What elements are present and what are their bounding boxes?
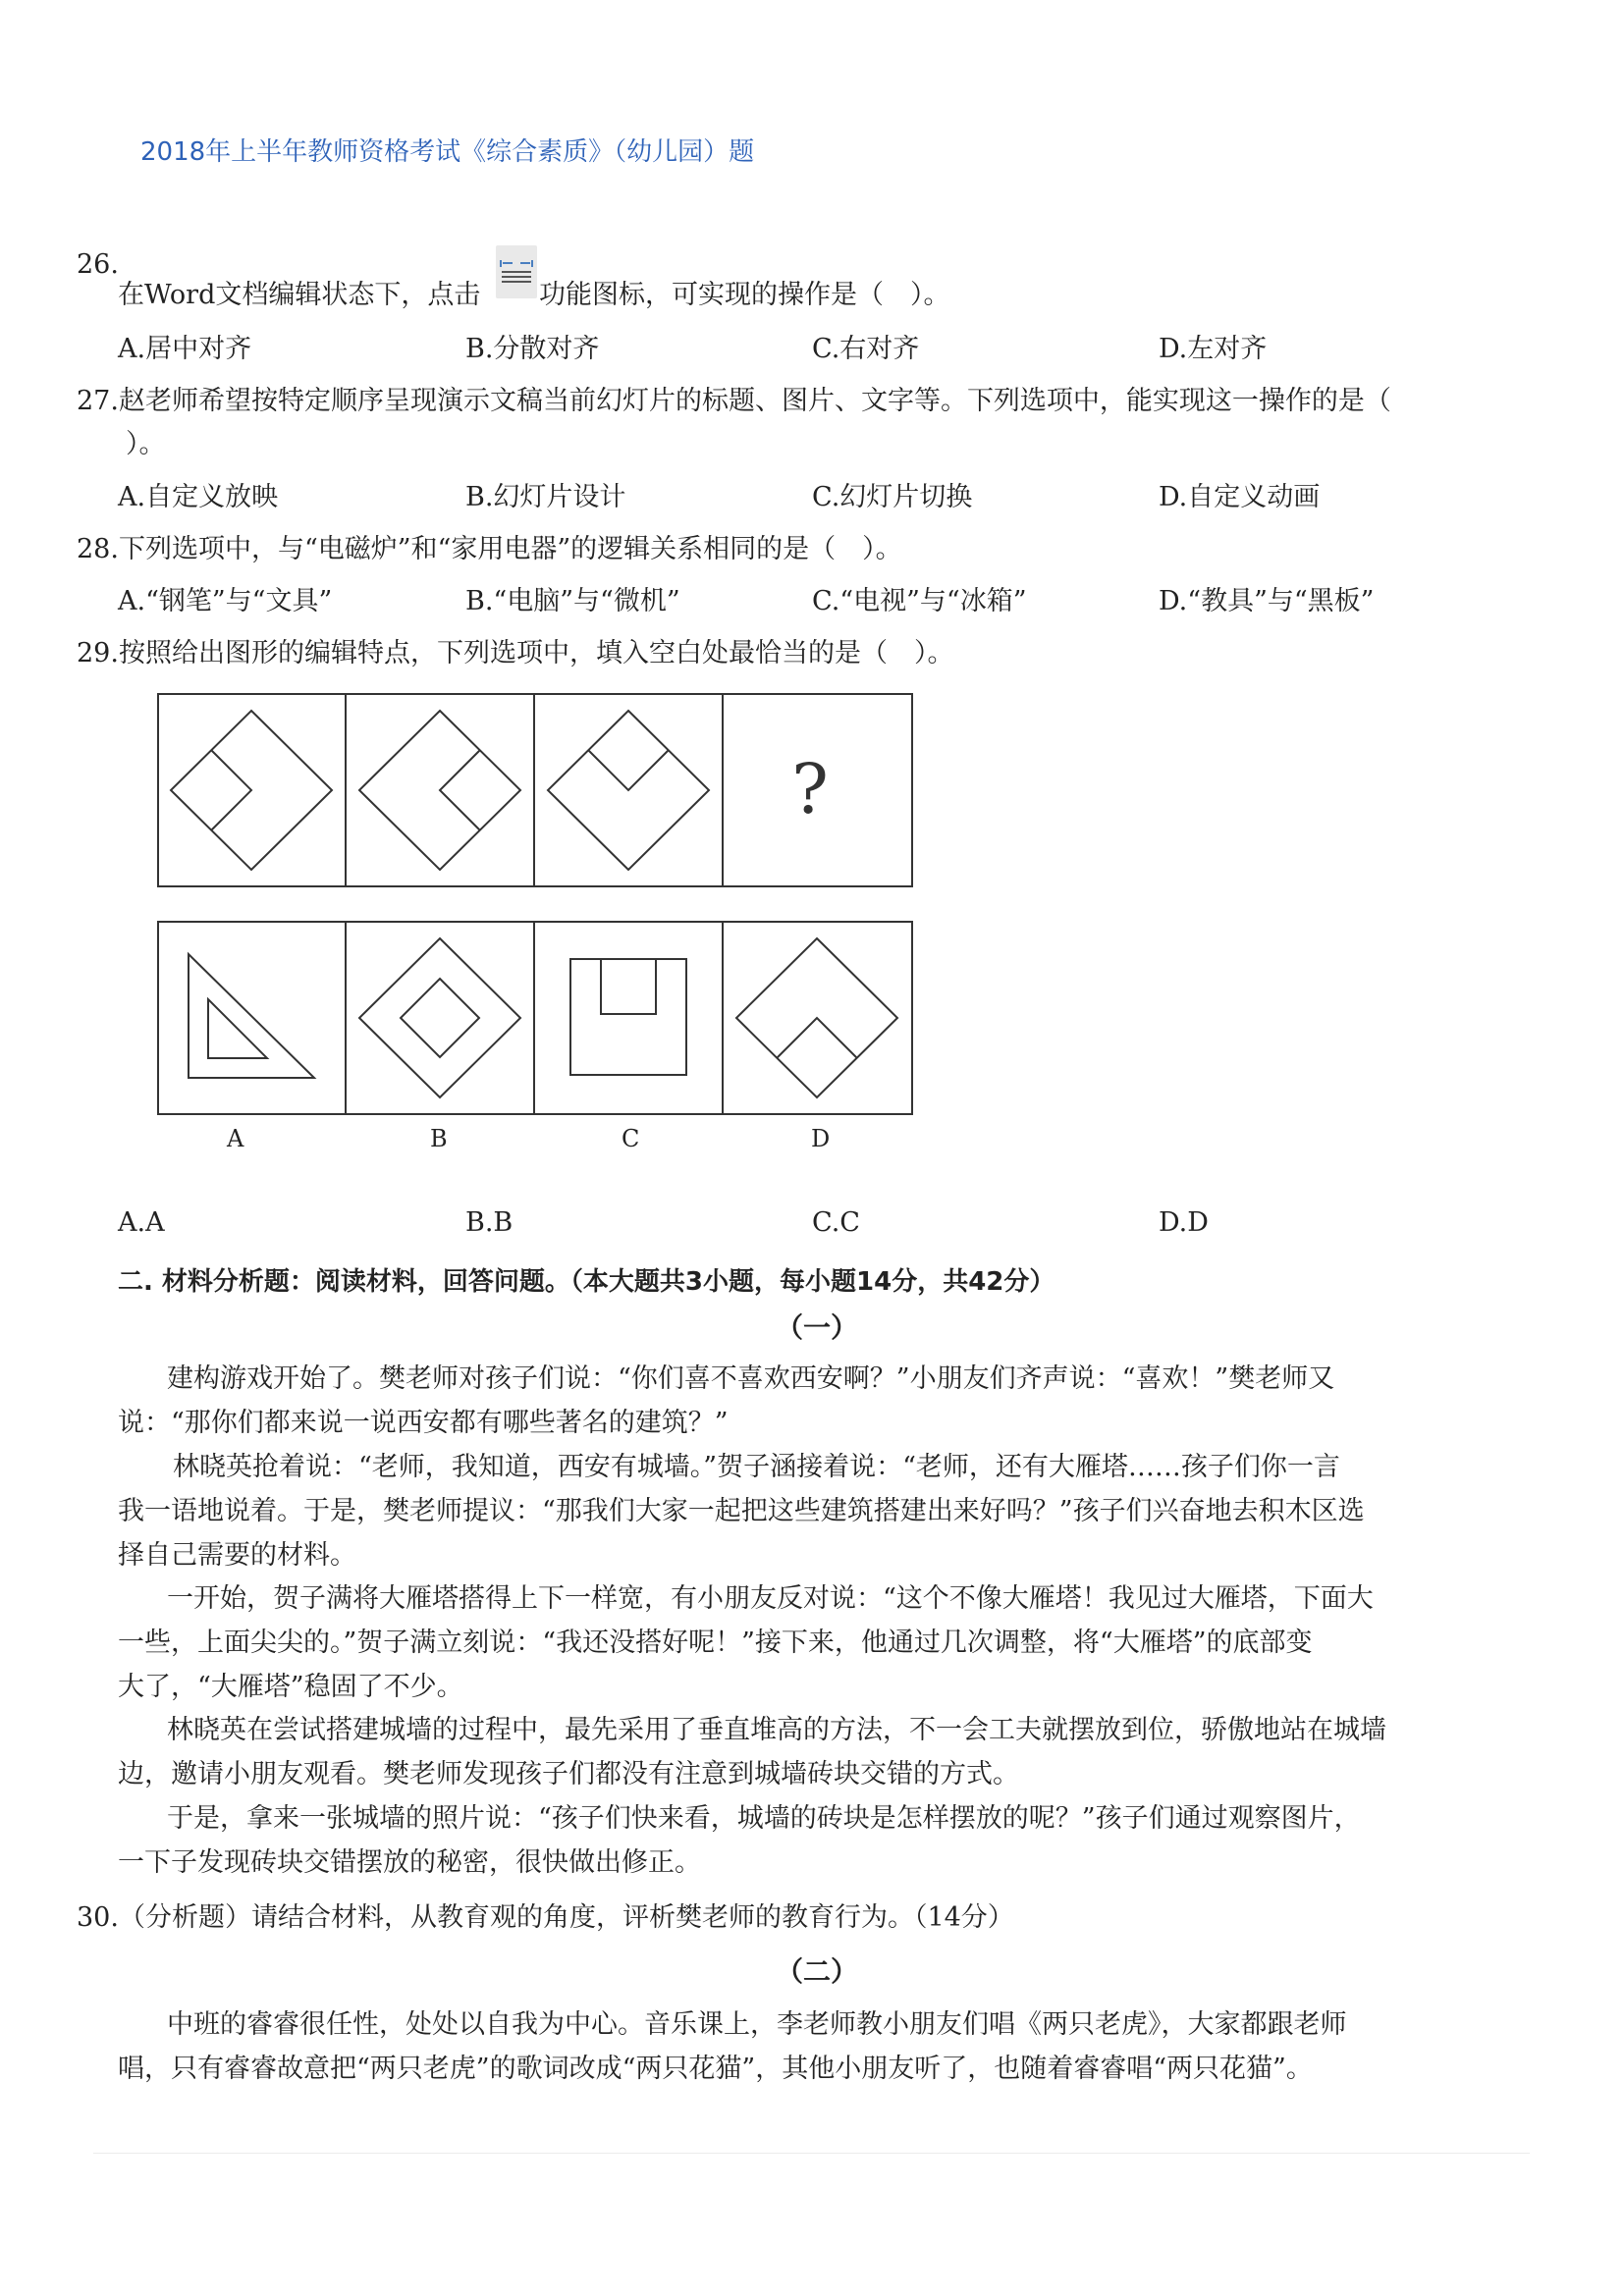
paragraph-line: 于是，拿来一张城墙的照片说：“孩子们快来看，城墙的砖块是怎样摆放的呢？”孩子们通过观察图片， [167,1803,1361,1834]
q29-option-a: A.A [118,1207,165,1238]
q30-text: 30.（分析题）请结合材料，从教育观的角度，评析樊老师的教育行为。（14分） [77,1902,1014,1933]
q28-option-a: A.“钢笔”与“文具” [118,586,333,616]
q28-option-b: B.“电脑”与“微机” [465,586,680,616]
q28-option-c: C.“电视”与“冰箱” [812,586,1027,616]
material-paragraph-4 [118,1708,1386,1796]
q29-pattern-figure [157,693,915,889]
q27-option-c: C.幻灯片切换 [812,482,973,512]
page-divider [93,2153,1530,2154]
figure-option-c [570,959,686,1075]
page-title: 2018年上半年教师资格考试《综合素质》（幼儿园）题 [140,137,755,167]
q29-option-b: B.B [465,1207,514,1238]
question-mark: ? [791,749,829,829]
q29-option-c: C.C [812,1207,860,1238]
paragraph-line: 中班的睿睿很任性，处处以自我为中心。音乐课上，李老师教小朋友们唱《两只老虎》，大家都跟老师 [167,2009,1347,2040]
part-one-label: （一） [776,1311,859,1344]
q27-option-a: A.自定义放映 [118,482,279,512]
q27-text-line1: 27.赵老师希望按特定顺序呈现演示文稿当前幻灯片的标题、图片、文字等。下列选项中，能实现这一操作的是（ [77,386,1391,416]
q27-text-line2: ）。 [126,429,166,459]
q26-option-a: A.居中对齐 [118,334,252,364]
paragraph-line: 一下子发现砖块交错摆放的秘密，很快做出修正。 [118,1847,701,1878]
part-two-label: （二） [776,1955,859,1988]
material-paragraph-3 [118,1576,1374,1709]
figure-label-d: D [811,1125,831,1152]
pattern-cell-3 [548,711,709,870]
q26-option-c: C.右对齐 [812,334,920,364]
distributed-align-icon [496,245,537,298]
paragraph-line: 林晓英在尝试搭建城墙的过程中，最先采用了垂直堆高的方法，不一会工夫就摆放到位，骄傲地站在城墙 [167,1715,1386,1745]
q27-option-d: D.自定义动画 [1159,482,1321,512]
figure-option-d [736,938,897,1097]
q26-number: 26. [77,249,119,280]
q26-text-after: 功能图标，可实现的操作是（ ）。 [539,280,950,310]
paragraph-line: 边，邀请小朋友观看。樊老师发现孩子们都没有注意到城墙砖块交错的方式。 [118,1759,1019,1789]
q28-option-d: D.“教具”与“黑板” [1159,586,1375,616]
material-paragraph-5 [118,1796,1361,1885]
paragraph-line: 林晓英抢着说：“老师，我知道，西安有城墙。”贺子涵接着说：“老师，还有大雁塔……孩子们你一言 [173,1452,1340,1482]
section-heading: 二. 材料分析题：阅读材料，回答问题。（本大题共3小题，每小题14分，共42分） [118,1267,1055,1297]
q26-option-d: D.左对齐 [1159,334,1268,364]
material-paragraph-6 [118,2002,1347,2091]
pattern-cell-1 [171,711,332,870]
paragraph-line: 我一语地说着。于是，樊老师提议：“那我们大家一起把这些建筑搭建出来好吗？”孩子们兴奋地去积木区选 [118,1496,1365,1526]
figure-option-a [189,954,314,1078]
q26-text-before: 在Word文档编辑状态下，点击 [118,280,481,310]
q26-option-b: B.分散对齐 [465,334,600,364]
paragraph-line: 大了，“大雁塔”稳固了不少。 [118,1672,463,1702]
paragraph-line: 一开始，贺子满将大雁塔搭得上下一样宽，有小朋友反对说：“这个不像大雁塔！我见过大雁塔，下面大 [167,1583,1374,1614]
q28-text: 28.下列选项中，与“电磁炉”和“家用电器”的逻辑关系相同的是（ ）。 [77,534,902,564]
figure-option-b [359,938,520,1097]
figure-label-a: A [227,1125,244,1152]
figure-label-b: B [430,1125,448,1152]
material-paragraph-2 [118,1445,1365,1577]
q27-option-b: B.幻灯片设计 [465,482,626,512]
paragraph-line: 唱，只有睿睿故意把“两只老虎”的歌词改成“两只花猫”，其他小朋友听了，也随着睿睿唱“两只花猫”。 [118,2054,1313,2084]
paragraph-line: 一些，上面尖尖的。”贺子满立刻说：“我还没搭好呢！”接下来，他通过几次调整，将“大雁塔”的底部变 [118,1628,1313,1658]
q29-text: 29.按照给出图形的编辑特点，下列选项中，填入空白处最恰当的是（ ）。 [77,638,954,668]
paragraph-line: 建构游戏开始了。樊老师对孩子们说：“你们喜不喜欢西安啊？”小朋友们齐声说：“喜欢！”樊老师又 [167,1363,1335,1394]
q29-option-d: D.D [1159,1207,1209,1238]
material-paragraph-1 [118,1357,1334,1445]
pattern-cell-2 [359,711,520,870]
paragraph-line: 说：“那你们都来说一说西安都有哪些著名的建筑？” [118,1408,729,1438]
figure-label-c: C [622,1125,640,1152]
paragraph-line: 择自己需要的材料。 [118,1540,356,1571]
q29-options-figure [157,921,915,1117]
